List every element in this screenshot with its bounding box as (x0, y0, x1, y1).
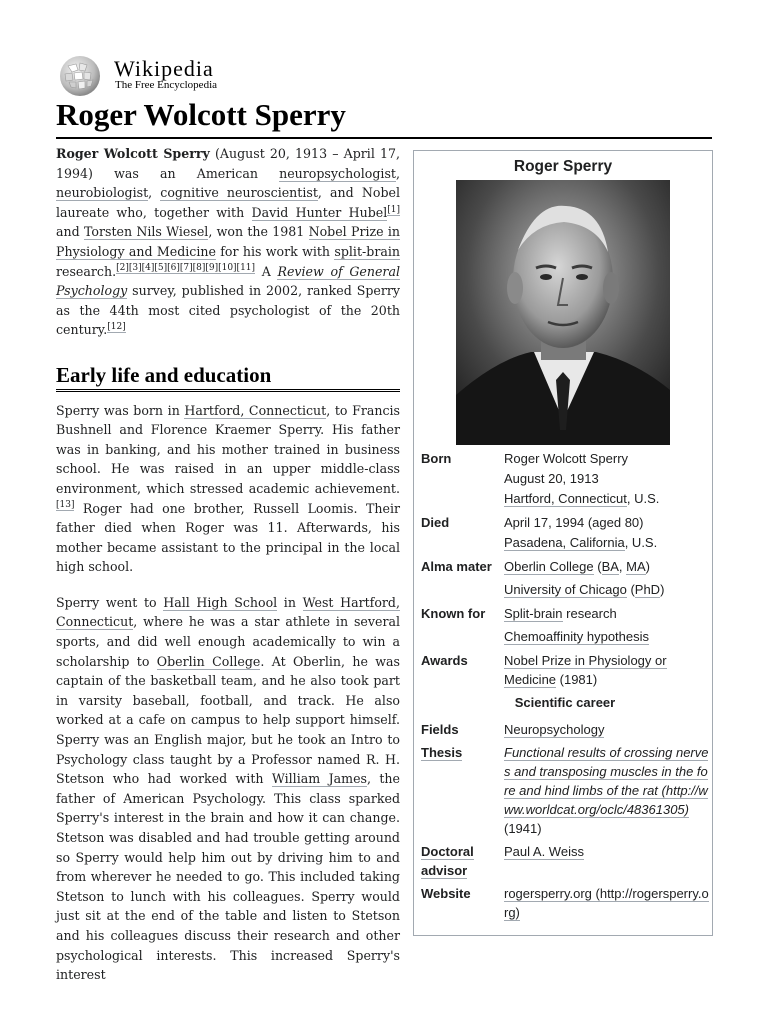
site-header (56, 54, 296, 98)
infobox-title: Roger Sperry (513, 158, 613, 175)
website-value (504, 884, 709, 922)
link-died-place[interactable]: Pasadena, California (504, 535, 625, 550)
article-body (56, 144, 400, 1001)
link-oberlin-college-infobox[interactable]: Oberlin College (504, 559, 594, 574)
section-heading-early-life: Early life and education (56, 366, 400, 392)
link-born-place[interactable]: Hartford, Connecticut (504, 491, 627, 506)
awards-value: Nobel Prize in Physiology or Medicine (1981) (504, 653, 667, 687)
link-nobel-prize[interactable]: Nobel Prize in Physiology and Medicine (56, 224, 400, 259)
intro-paragraph: Roger Wolcott Sperry (August 20, 1913 – April 17, 1994) was an American neuropsychologist, neurobiologist, cognitive neuroscientist, and Nobel laureate who, together with David Hunter Hubel[1] and Torsten Nils Wiesel, won the 1981 Nobel Prize in Physiology and Medicine for his work with split-brain research.[2][3][4][5][6][7][8][9][10][11] A Review of General Psychology survey, published in 2002, ranked Sperry as the 44th most cited psychologist of the 20th century.[12] (56, 146, 400, 338)
infobox-subheading-scientific-career: Scientific career (514, 695, 616, 710)
link-hartford-connecticut[interactable]: Hartford, Connecticut (184, 402, 327, 418)
infobox-rows (421, 449, 709, 926)
alma-mater-value (504, 557, 709, 600)
page-title: Roger Wolcott Sperry (56, 97, 712, 139)
known-for-1: Split-brain research (504, 606, 617, 621)
early-life-paragraph-2: Sperry went to Hall High School in West Hartford, Connecticut, where he was a star athlete in several sports, and did well enough academically to win a scholarship to Oberlin College. At Oberlin, he was captain of the basketball team, and he also took part in varsity baseball, football, and track. He also worked at a cafe on campus to help support himself. Sperry was an English major, but he took an Intro to Psychology class taught by a Professor named R. H. Stetson who had worked with William James, the father of American Psychology. This class sparked Sperry's interest in the brain and how it can change. Stetson was disabled and had trouble getting around so Sperry would help him out by driving him to and from wherever he needed to go. This included taking Stetson to lunch with his colleagues. Sperry would just sit at the end of the table and listen to Stetson and his colleagues discuss their research and other psychological interests. This increased Sperry's interest (56, 594, 400, 983)
link-review-of-general-psychology[interactable]: Review of General Psychology (56, 263, 400, 299)
link-thesis[interactable]: Functional results of crossing nerves and transposing muscles in the fore and hind limbs of the rat (http://www.worldcat.org/oclc/48361305) (504, 745, 709, 817)
alma-mater-1: Oberlin College (BA, MA) (504, 559, 650, 574)
infobox-row-born (421, 449, 709, 509)
infobox-row-alma-mater (421, 557, 709, 600)
link-neuropsychologist[interactable]: neuropsychologist (279, 165, 396, 181)
link-split-brain-infobox[interactable]: Split-brain (504, 606, 563, 621)
link-website[interactable]: rogersperry.org (http://rogersperry.org) (504, 886, 709, 920)
early-life-paragraph-1: Sperry was born in Hartford, Connecticut, to Francis Bushnell and Florence Kraemer Sperry. His father was in banking, and his mother trained in business school. He was raised in an upper middle-class environment, which stressed academic achievement.[13] Roger had one brother, Russell Loomis. Their father died when Roger was 11. Afterwards, his mother became assistant to the principal in the local high school. (56, 402, 400, 575)
thesis-label (421, 743, 504, 838)
infobox-row-fields (421, 720, 709, 739)
doctoral-advisor-value (504, 842, 709, 880)
infobox-row-awards (421, 651, 709, 689)
link-paul-a-weiss[interactable]: Paul A. Weiss (504, 844, 584, 859)
born-date: August 20, 1913 (504, 471, 599, 486)
link-chemoaffinity-hypothesis[interactable]: Chemoaffinity hypothesis (504, 629, 650, 644)
thesis-value: Functional results of crossing nerves and transposing muscles in the fore and hind limbs of the rat (http://www.worldcat.org/oclc/48361305) (1941) (504, 745, 709, 836)
link-ma[interactable]: MA (626, 559, 646, 574)
link-torsten-nils-wiesel[interactable]: Torsten Nils Wiesel (83, 224, 209, 240)
reference-1[interactable]: [1] (387, 204, 400, 215)
portrait-photo[interactable] (456, 180, 670, 445)
doctoral-advisor-label (421, 842, 504, 880)
infobox-row-thesis (421, 743, 709, 838)
infobox (413, 150, 713, 936)
subject-name: Roger Wolcott Sperry (56, 146, 210, 161)
born-place: Hartford, Connecticut, U.S. (504, 491, 660, 506)
born-label: Born (421, 451, 452, 466)
link-doctoral-advisor-label[interactable]: Doctoral advisor (421, 844, 474, 878)
died-date: April 17, 1994 (aged 80) (504, 515, 644, 530)
wikipedia-wordmark[interactable]: Wikipedia (114, 56, 214, 81)
link-university-of-chicago[interactable]: University of Chicago (504, 582, 627, 597)
fields-value (504, 720, 709, 739)
references-2-11[interactable]: [2][3][4][5][6][7][8][9][10][11] (116, 263, 256, 274)
website-label: Website (421, 886, 471, 901)
infobox-row-known-for (421, 604, 709, 647)
link-split-brain[interactable]: split-brain (334, 243, 400, 259)
fields-label: Fields (421, 722, 459, 737)
known-for-label: Known for (421, 606, 486, 621)
link-hall-high-school[interactable]: Hall High School (163, 594, 278, 610)
awards-label: Awards (421, 653, 468, 668)
wikipedia-globe-logo[interactable] (56, 54, 104, 98)
born-name: Roger Wolcott Sperry (504, 451, 629, 466)
known-for-2 (504, 627, 709, 646)
link-ba[interactable]: BA (601, 559, 619, 574)
died-label: Died (421, 515, 450, 530)
link-oberlin-college[interactable]: Oberlin College (156, 653, 261, 669)
reference-13[interactable]: [13] (56, 500, 75, 511)
died-value (504, 513, 709, 553)
infobox-row-doctoral-advisor (421, 842, 709, 880)
link-neuropsychology[interactable]: Neuropsychology (504, 722, 605, 737)
link-cognitive-neuroscientist[interactable]: cognitive neuroscientist (160, 185, 318, 201)
wikipedia-tagline: The Free Encyclopedia (115, 79, 218, 91)
link-thesis-label[interactable]: Thesis (421, 745, 463, 760)
link-neurobiologist[interactable]: neurobiologist (56, 185, 149, 201)
infobox-row-website (421, 884, 709, 922)
link-william-james[interactable]: William James (271, 771, 367, 787)
alma-mater-2: University of Chicago (PhD) (504, 582, 665, 597)
died-place: Pasadena, California, U.S. (504, 535, 658, 550)
born-value (504, 449, 709, 509)
infobox-row-died (421, 513, 709, 553)
link-nobel-prize-infobox[interactable]: Nobel Prize in Physiology or Medicine (504, 653, 667, 687)
link-phd[interactable]: PhD (634, 582, 661, 597)
link-david-hunter-hubel[interactable]: David Hunter Hubel (251, 204, 388, 220)
alma-mater-label: Alma mater (421, 559, 492, 574)
link-west-hartford-connecticut[interactable]: West Hartford, Connecticut (56, 594, 400, 630)
known-for-value (504, 604, 709, 647)
reference-12[interactable]: [12] (107, 322, 126, 333)
